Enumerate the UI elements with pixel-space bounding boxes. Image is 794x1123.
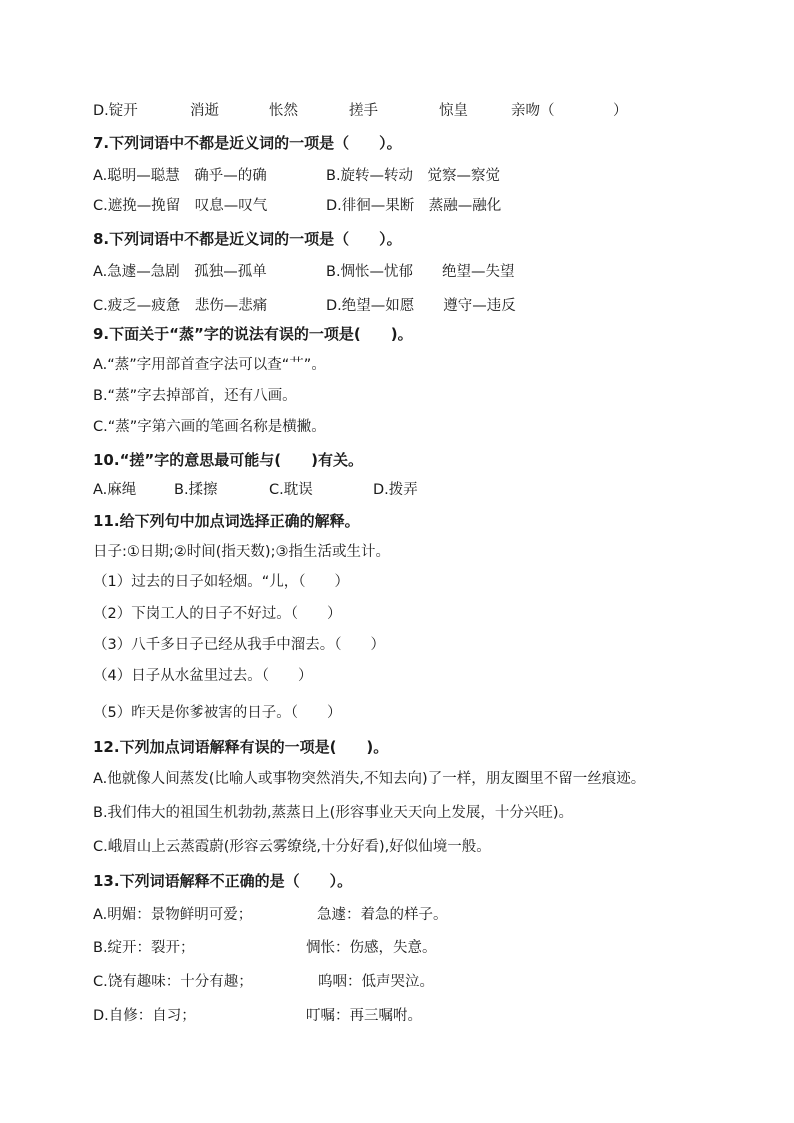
option-c: C.遮挽—挽留 叹息—叹气 — [93, 198, 268, 214]
option-text: 消逝 — [190, 103, 219, 119]
question-11-sentence-3: （3）八千多日子已经从我手中溜去。（ ） — [93, 637, 385, 653]
option-d-part-1: D.自修：自习； — [93, 1008, 196, 1024]
question-10-options — [93, 480, 753, 500]
option-text: ） — [613, 103, 628, 119]
prev-question-option-d — [93, 101, 753, 121]
question-11-sentence-1: （1）过去的日子如轻烟。“儿，（ ） — [93, 574, 349, 590]
option-b: B.惆怅—忧郁 绝望—失望 — [326, 264, 515, 280]
question-13-option-a — [93, 905, 753, 925]
question-10-title: 10.“搓”字的意思最可能与( )有关。 — [93, 451, 364, 469]
question-12-option-c: C.峨眉山上云蒸霞蔚(形容云雾缭绕,十分好看),好似仙境一般。 — [93, 839, 491, 855]
option-d: D.拨弄 — [373, 482, 418, 498]
question-7-options-ab — [93, 166, 753, 186]
option-d: D.绝望—如愿 遵守—违反 — [326, 298, 516, 314]
option-text: 亲吻（ — [511, 103, 555, 119]
question-12-option-b: B.我们伟大的祖国生机勃勃,蒸蒸日上(形容事业天天向上发展，十分兴旺)。 — [93, 805, 573, 821]
option-d: D.徘徊—果断 蒸融—融化 — [326, 198, 502, 214]
option-d-part-2: 叮嘱：再三嘱咐。 — [306, 1008, 422, 1024]
option-c: C.耽误 — [269, 482, 313, 498]
option-a: A.麻绳 — [93, 482, 137, 498]
question-13-option-c — [93, 972, 753, 992]
option-a: A.急遽—急剧 孤独—孤单 — [93, 264, 267, 280]
question-11-definition: 日子:①日期;②时间(指天数);③指生活或生计。 — [93, 544, 390, 560]
question-12-option-a: A.他就像人间蒸发(比喻人或事物突然消失,不知去向)了一样，朋友圈里不留一丝痕迹。 — [93, 771, 646, 787]
option-text: 怅然 — [269, 103, 298, 119]
option-b: B.旋转—转动 觉察—察觉 — [326, 168, 501, 184]
option-c-part-1: C.饶有趣味：十分有趣； — [93, 974, 253, 990]
option-text: 搓手 — [349, 103, 378, 119]
option-text: 惊皇 — [439, 103, 468, 119]
question-12-title: 12.下列加点词语解释有误的一项是( )。 — [93, 738, 389, 756]
question-9-option-b: B.“蒸”字去掉部首，还有八画。 — [93, 388, 297, 404]
option-text: D.锭开 — [93, 103, 138, 119]
option-c: C.疲乏—疲惫 悲伤—悲痛 — [93, 298, 268, 314]
question-8-options-ab — [93, 262, 753, 282]
question-11-sentence-5: （5）昨天是你爹被害的日子。（ ） — [93, 705, 342, 721]
question-7-options-cd — [93, 196, 753, 216]
question-8-options-cd — [93, 296, 753, 316]
question-9-option-c: C.“蒸”字第六画的笔画名称是横撇。 — [93, 419, 326, 435]
question-11-sentence-2: （2）下岗工人的日子不好过。（ ） — [93, 606, 342, 622]
question-11-sentence-4: （4）日子从水盆里过去。（ ） — [93, 668, 313, 684]
question-13-title: 13.下列词语解释不正确的是（ ）。 — [93, 872, 353, 890]
option-b: B.揉擦 — [174, 482, 218, 498]
question-13-option-d — [93, 1006, 753, 1026]
option-c-part-2: 呜咽：低声哭泣。 — [318, 974, 434, 990]
option-a: A.聪明—聪慧 确乎—的确 — [93, 168, 267, 184]
question-9-option-a: A.“蒸”字用部首查字法可以查“艹”。 — [93, 357, 326, 373]
question-11-title: 11.给下列句中加点词选择正确的解释。 — [93, 512, 360, 530]
question-8-title: 8.下列词语中不都是近义词的一项是（ ）。 — [93, 230, 402, 248]
question-9-title: 9.下面关于“蒸”字的说法有误的一项是( )。 — [93, 325, 413, 343]
option-b-part-2: 惆怅：伤感，失意。 — [306, 940, 437, 956]
option-a-part-1: A.明媚：景物鲜明可爱； — [93, 907, 253, 923]
option-b-part-1: B.绽开：裂开； — [93, 940, 195, 956]
option-a-part-2: 急遽：着急的样子。 — [317, 907, 448, 923]
question-7-title: 7.下列词语中不都是近义词的一项是（ ）。 — [93, 134, 402, 152]
question-13-option-b — [93, 938, 753, 958]
